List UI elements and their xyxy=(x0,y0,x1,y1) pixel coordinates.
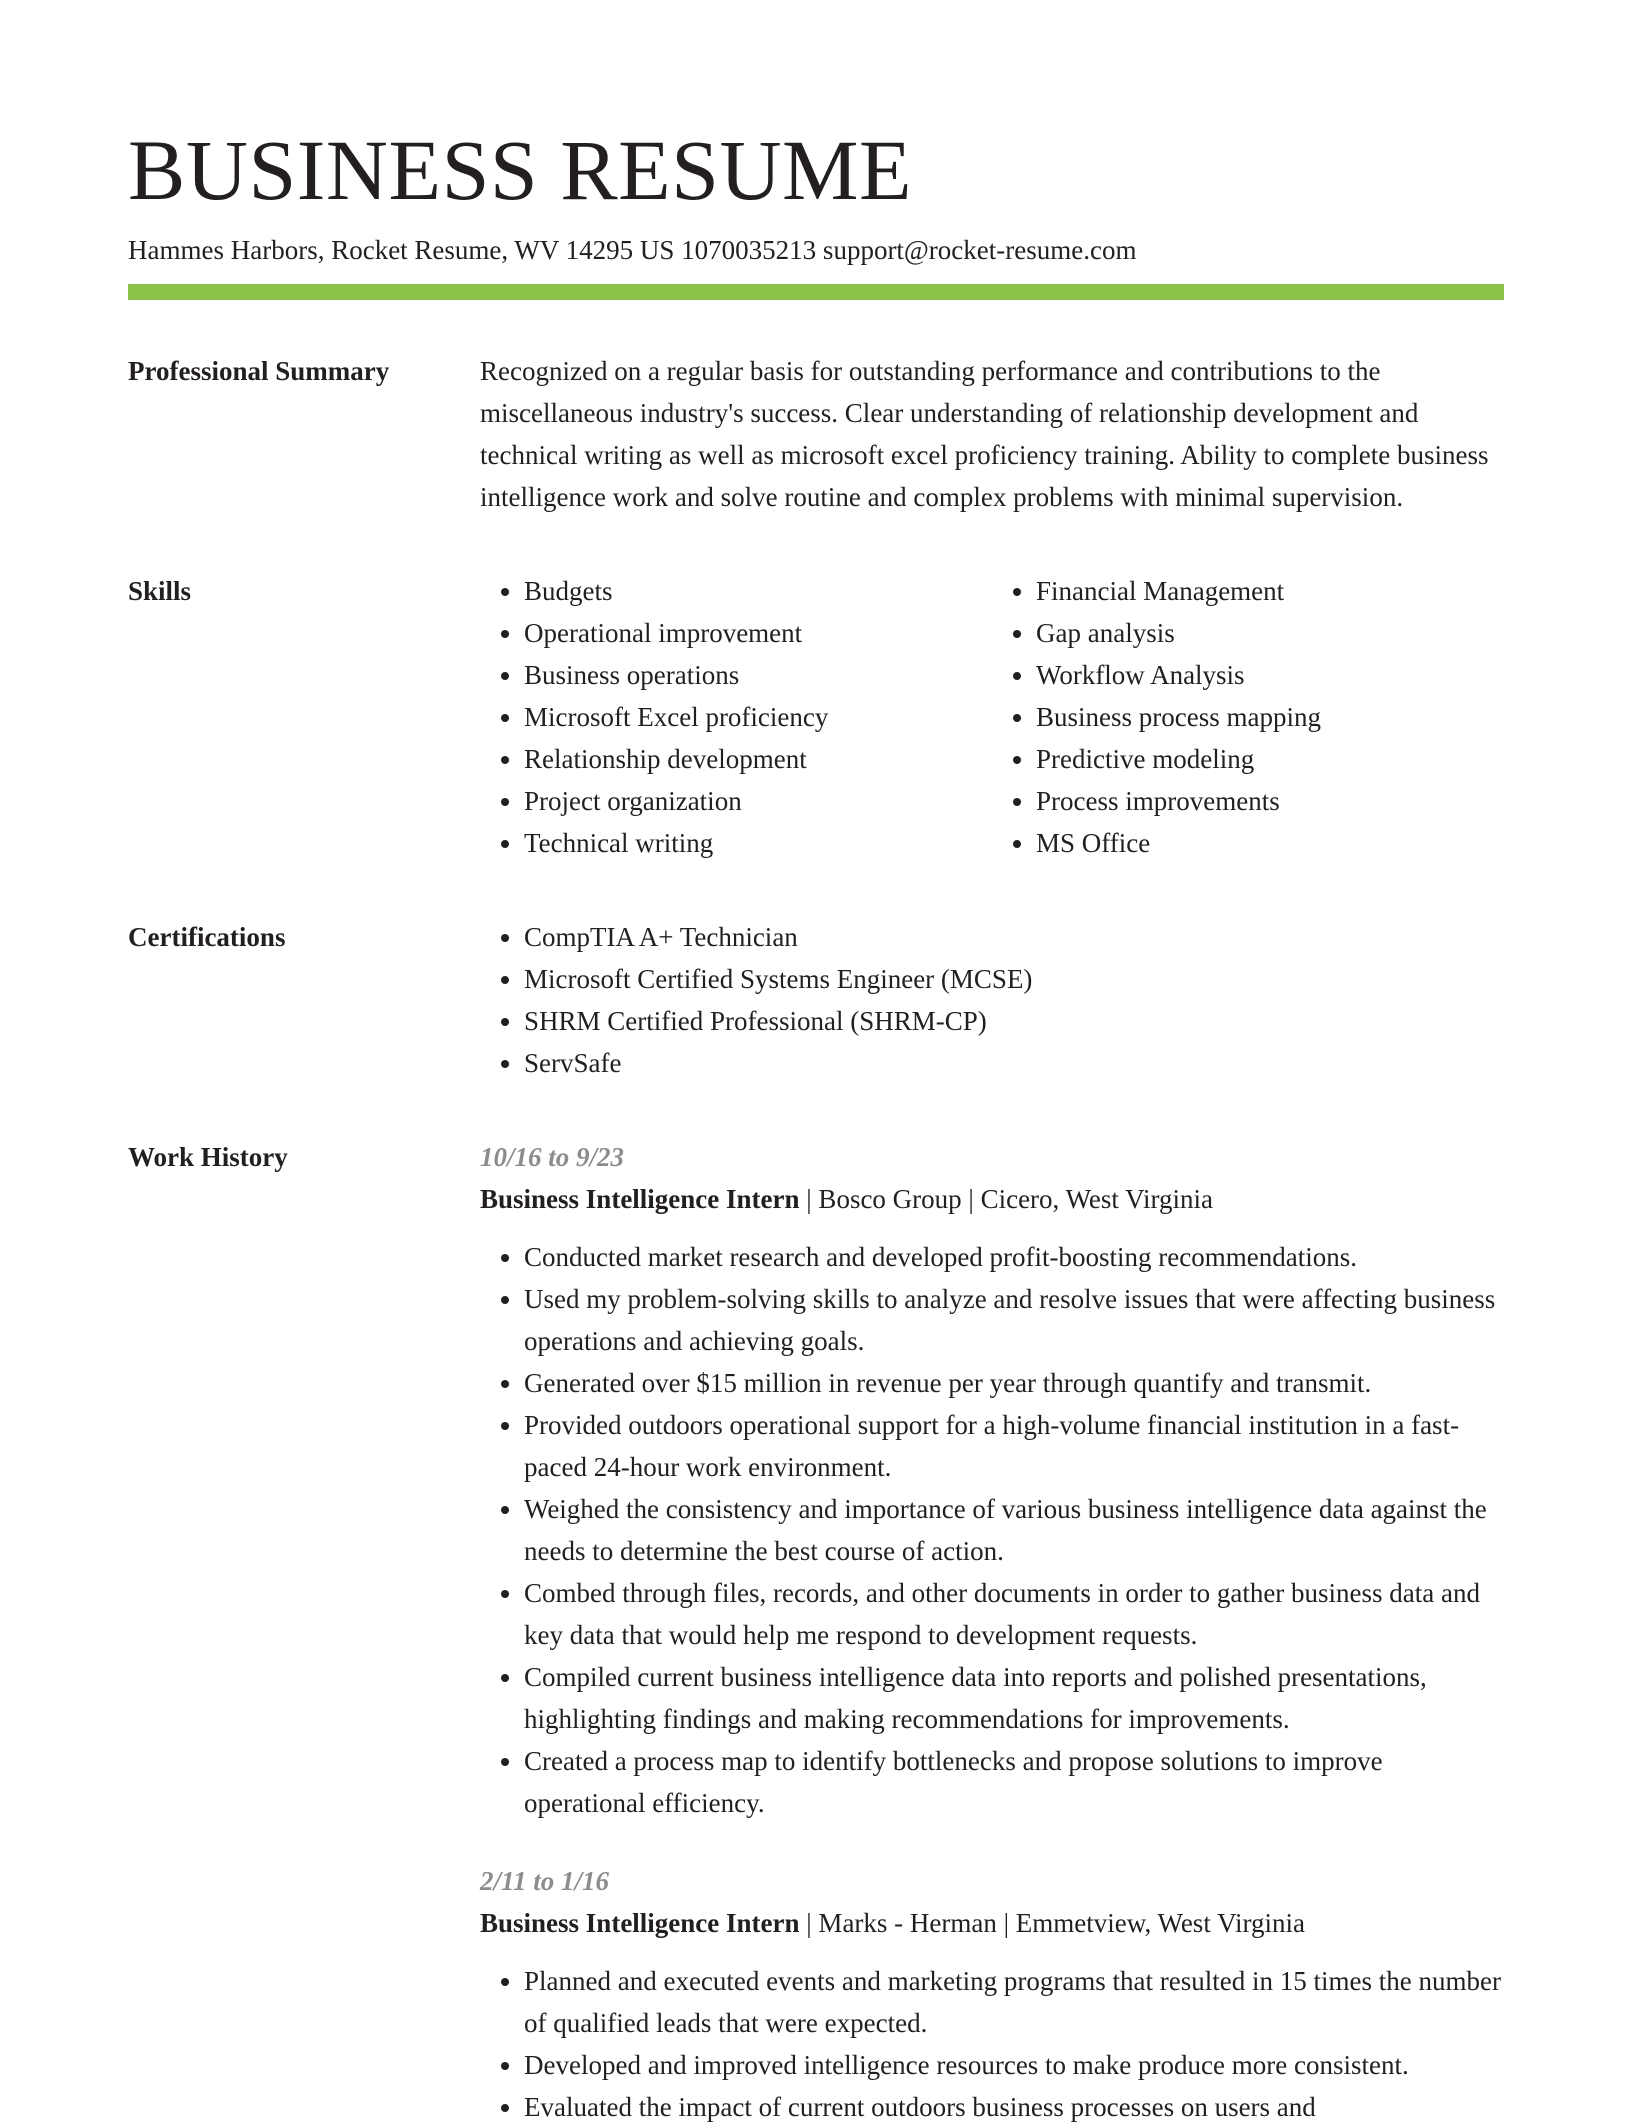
list-item: • Operational improvement xyxy=(524,612,992,654)
list-item: • Microsoft Excel proficiency xyxy=(524,696,992,738)
list-item: • CompTIA A+ Technician xyxy=(524,916,1504,958)
list-item: • Combed through files, records, and other documents in order to gather business data and key data that would help me respond to development requests. xyxy=(524,1572,1504,1656)
section-label: Work History xyxy=(128,1142,288,1172)
work-history-content xyxy=(480,1136,1504,2128)
list-item: • Business operations xyxy=(524,654,992,696)
job-bullets xyxy=(480,1960,1504,2128)
certifications-section xyxy=(128,916,1504,1084)
accent-divider xyxy=(128,284,1504,300)
skills-column-1 xyxy=(480,570,992,864)
list-item: • SHRM Certified Professional (SHRM-CP) xyxy=(524,1000,1504,1042)
list-item: • Business process mapping xyxy=(1036,696,1504,738)
list-item: • Workflow Analysis xyxy=(1036,654,1504,696)
job-title: Business Intelligence Intern xyxy=(480,1908,800,1938)
summary-text: Recognized on a regular basis for outstanding performance and contributions to the miscellaneous industry's success. Clear understanding of relationship development and technical writing as well as microsoft excel proficiency training. Ability to complete business intelligence work and solve routine and complex problems with minimal supervision. xyxy=(480,356,1489,512)
list-item: • Planned and executed events and marketing programs that resulted in 15 times the number of qualified leads that were expected. xyxy=(524,1960,1504,2044)
list-item: • Created a process map to identify bottlenecks and propose solutions to improve operational efficiency. xyxy=(524,1740,1504,1824)
list-item: • Provided outdoors operational support for a high-volume financial institution in a fast-paced 24-hour work environment. xyxy=(524,1404,1504,1488)
list-item: • Budgets xyxy=(524,570,992,612)
section-label: Professional Summary xyxy=(128,356,390,386)
list-item: • Relationship development xyxy=(524,738,992,780)
list-item: • Financial Management xyxy=(1036,570,1504,612)
list-item: • Process improvements xyxy=(1036,780,1504,822)
list-item: • Conducted market research and developed profit-boosting recommendations. xyxy=(524,1236,1504,1278)
job-entry xyxy=(480,1860,1504,2128)
certifications-list xyxy=(480,916,1504,1084)
list-item: • Evaluated the impact of current outdoors business processes on users and xyxy=(524,2086,1504,2128)
job-entry xyxy=(480,1136,1504,1824)
skills-column-2 xyxy=(992,570,1504,864)
job-dates: 2/11 to 1/16 xyxy=(480,1866,610,1896)
job-heading xyxy=(480,1178,1504,1220)
list-item: • ServSafe xyxy=(524,1042,1504,1084)
list-item: • Microsoft Certified Systems Engineer (MCSE) xyxy=(524,958,1504,1000)
section-content xyxy=(480,350,1504,518)
job-dates: 10/16 to 9/23 xyxy=(480,1142,625,1172)
list-item: • Compiled current business intelligence data into reports and polished presentations, highlighting findings and making recommendations for improvements. xyxy=(524,1656,1504,1740)
skills-section xyxy=(128,570,1504,864)
list-item: • Weighed the consistency and importance of various business intelligence data against the needs to determine the best course of action. xyxy=(524,1488,1504,1572)
skills-grid xyxy=(480,570,1504,864)
job-company-location: | Bosco Group | Cicero, West Virginia xyxy=(799,1184,1214,1214)
job-heading xyxy=(480,1902,1504,1944)
section-content xyxy=(480,916,1504,1084)
summary-section xyxy=(128,350,1504,518)
list-item: • Used my problem-solving skills to analyze and resolve issues that were affecting business operations and achieving goals. xyxy=(524,1278,1504,1362)
list-item: • Developed and improved intelligence resources to make produce more consistent. xyxy=(524,2044,1504,2086)
resume-page xyxy=(128,118,1504,2128)
job-bullets xyxy=(480,1236,1504,1824)
list-item: • Predictive modeling xyxy=(1036,738,1504,780)
work-history-section xyxy=(128,1136,1504,2128)
list-item: • MS Office xyxy=(1036,822,1504,864)
job-title: Business Intelligence Intern xyxy=(480,1184,800,1214)
list-item: • Project organization xyxy=(524,780,992,822)
section-label: Certifications xyxy=(128,922,286,952)
resume-name: BUSINESS RESUME xyxy=(128,122,913,218)
list-item: • Generated over $15 million in revenue per year through quantify and transmit. xyxy=(524,1362,1504,1404)
list-item: • Gap analysis xyxy=(1036,612,1504,654)
contact-line: Hammes Harbors, Rocket Resume, WV 14295 US 1070035213 support@rocket-resume.com xyxy=(128,235,1137,265)
section-label: Skills xyxy=(128,576,192,606)
list-item: • Technical writing xyxy=(524,822,992,864)
job-company-location: | Marks - Herman | Emmetview, West Virginia xyxy=(799,1908,1305,1938)
